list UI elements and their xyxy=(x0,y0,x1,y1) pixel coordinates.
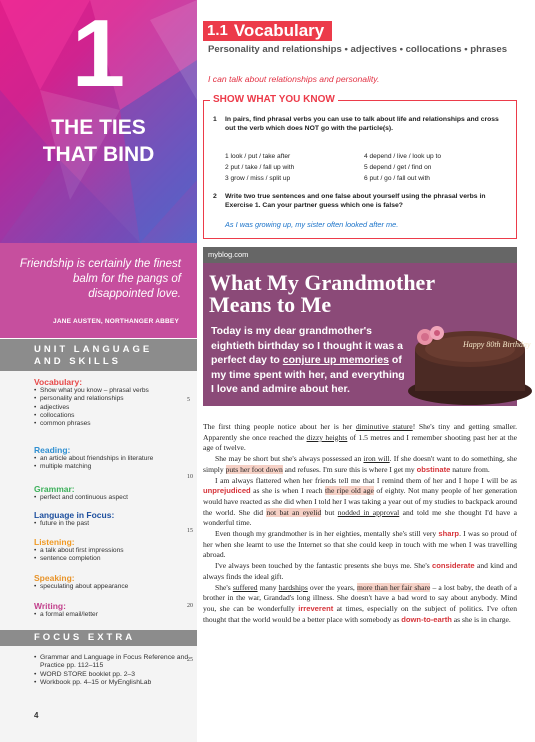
article-paragraph: I am always flattered when her friends tell me that I remind them of her and I hope I will be as unprejudiced as she is when I reach the ripe old age of eighty. Not many people of her generation would have reacted as she did when I told her I was taking a year out of my studies to backpack around the world. She did not bat an eyelid but nodded in approval and told me she thought I'd have a wonderful time. xyxy=(203,475,518,528)
blog-banner xyxy=(203,263,531,406)
article-paragraph: She's suffered many hardships over the years, more than her fair share – a lost baby, the death of a brother in the war, Grandad's long illness. She doesn't have a bad word to say about anybody. Mind you, she can be wonderfully irreverent at times, especially on the subject of politics. I've often thought that the world would be a better place with somebody as down-to-earth as she is in charge. xyxy=(203,582,517,624)
skill-section-title: Speaking: xyxy=(34,573,75,583)
unit-number: 1 xyxy=(71,0,126,107)
line-number: 10 xyxy=(187,474,193,480)
cake-text: Happy 80th Birthday xyxy=(463,340,531,349)
skill-item: • multiple matching xyxy=(34,463,194,471)
skill-section-speaking xyxy=(34,573,194,591)
skill-item: • sentence completion xyxy=(34,555,194,563)
handwritten-example: As I was growing up, my sister often looked after me. xyxy=(225,220,399,229)
skill-item: • adjectives xyxy=(34,404,194,412)
skill-section-language-in-focus xyxy=(34,510,194,528)
exercise-instruction: Write two true sentences and one false about yourself using the phrasal verbs in Exercise 1. Can your partner guess which one is false? xyxy=(225,193,486,209)
blog-lead-vocab: conjure up memories xyxy=(282,354,389,366)
skill-item: • future in the past xyxy=(34,520,194,528)
skill-section-title: Reading: xyxy=(34,445,71,455)
skill-section-title: Writing: xyxy=(34,601,66,611)
blog-title-line2: Means to Me xyxy=(209,292,332,317)
skill-section-title: Grammar: xyxy=(34,484,75,494)
article-paragraph: I've always been touched by the fantastic presents she buys me. She's considerate and kind and always finds the ideal gift. xyxy=(203,561,517,581)
unit-sidebar xyxy=(0,0,197,742)
unit-title-line2: THAT BIND xyxy=(42,143,155,166)
show-what-you-know-label: SHOW WHAT YOU KNOW xyxy=(210,94,338,105)
lesson-aim: I can talk about relationships and personality. xyxy=(208,74,380,84)
skill-section-listening xyxy=(34,537,194,564)
blog-article xyxy=(187,397,518,663)
skill-item: • a formal email/letter xyxy=(34,611,194,619)
unit-skills-list xyxy=(0,371,197,630)
quote-box xyxy=(0,243,197,338)
focus-extra-box xyxy=(0,646,197,742)
exercise-option: 5 depend / get / find on xyxy=(364,164,432,171)
skill-item: • a talk about first impressions xyxy=(34,547,194,555)
exercise-option: 6 put / go / fall out with xyxy=(364,175,430,182)
exercise-option: 4 depend / live / look up to xyxy=(364,153,441,160)
skill-section-grammar xyxy=(34,484,194,502)
unit-title xyxy=(0,114,197,168)
line-number: 20 xyxy=(187,603,193,609)
exercise-option: 3 grow / miss / split up xyxy=(225,175,291,182)
skill-section-title: Vocabulary: xyxy=(34,377,83,387)
line-number: 5 xyxy=(187,397,190,403)
focus-extra-item: • Workbook pp. 4–15 or MyEnglishLab xyxy=(34,679,190,687)
skill-item: • speculating about appearance xyxy=(34,583,194,591)
article-paragraph: The first thing people notice about her is her diminutive stature! She's tiny and getting smaller. Apparently she once reached the dizzy heights of 1.5 metres and I remember shooting past her at the age of twelve. xyxy=(203,422,518,453)
page-number: 4 xyxy=(34,711,39,720)
skill-item: • an article about friendships in literature xyxy=(34,455,194,463)
skill-item: • Show what you know – phrasal verbs xyxy=(34,387,194,395)
unit-skills-heading-line2: AND SKILLS xyxy=(34,356,121,367)
skill-item: • personality and relationships xyxy=(34,395,194,403)
quote-source: JANE AUSTEN, NORTHANGER ABBEY xyxy=(53,318,179,325)
exercise-option: 2 put / take / fall up with xyxy=(225,164,295,171)
quote-text: Friendship is certainly the finest balm for the pangs of disappointed love. xyxy=(19,258,181,300)
article-paragraph: She may be short but she's always possessed an iron will. If she doesn't want to do something, she simply puts her foot down and refuses. I'm sure this is where I get my obstinate nature from. xyxy=(203,454,518,474)
lesson-title: Vocabulary xyxy=(232,21,332,41)
article-paragraph: Even though my grandmother is in her eighties, mentally she's still very sharp. I was so proud of her when she learnt to use the Internet so that she could keep in touch with me when I was travelling abroad. xyxy=(203,529,517,560)
unit-hero-banner xyxy=(0,0,197,243)
skill-section-vocabulary xyxy=(34,377,194,428)
unit-skills-heading-line1: UNIT LANGUAGE xyxy=(34,344,153,355)
skill-section-title: Listening: xyxy=(34,537,75,547)
focus-extra-item: • Grammar and Language in Focus Reference and Practice pp. 112–115 xyxy=(34,654,190,671)
blog-lead-text: of my time spent with her, and everything I love and admire about her. xyxy=(211,354,405,395)
skill-item: • perfect and continuous aspect xyxy=(34,494,194,502)
birthday-cake-image xyxy=(395,309,535,409)
exercise-instruction: In pairs, find phrasal verbs you can use to talk about life and relationships and cross out the verb which does NOT go with the particle(s). xyxy=(225,116,499,132)
lesson-subtitle: Personality and relationships • adjectives • collocations • phrases xyxy=(208,44,508,55)
line-number: 15 xyxy=(187,528,193,534)
focus-extra-heading: FOCUS EXTRA xyxy=(0,630,197,646)
blog-title-line1: What My Grandmother xyxy=(209,270,436,295)
skill-section-writing xyxy=(34,601,194,619)
lesson-header xyxy=(203,21,332,41)
exercise-number: 1 xyxy=(213,116,217,123)
exercise-number: 2 xyxy=(213,193,217,200)
unit-skills-heading xyxy=(0,339,197,371)
skill-section-title: Language in Focus: xyxy=(34,510,115,520)
skill-item: • collocations xyxy=(34,412,194,420)
lesson-number: 1.1 xyxy=(203,21,232,41)
skill-item: • common phrases xyxy=(34,420,194,428)
skill-section-reading xyxy=(34,445,194,472)
blog-lead-text: Today is my dear grandmother's eightieth birthday so I thought it was a perfect day to xyxy=(211,325,403,366)
blog-site-bar: myblog.com xyxy=(203,247,517,263)
line-number: 25 xyxy=(187,657,193,663)
unit-title-line1: THE TIES xyxy=(51,116,146,139)
focus-extra-item: • WORD STORE booklet pp. 2–3 xyxy=(34,671,190,679)
lesson-content xyxy=(187,0,531,742)
show-what-you-know-box xyxy=(203,94,517,239)
blog-lead xyxy=(211,324,407,397)
exercise-option: 1 look / put / take after xyxy=(225,153,291,160)
